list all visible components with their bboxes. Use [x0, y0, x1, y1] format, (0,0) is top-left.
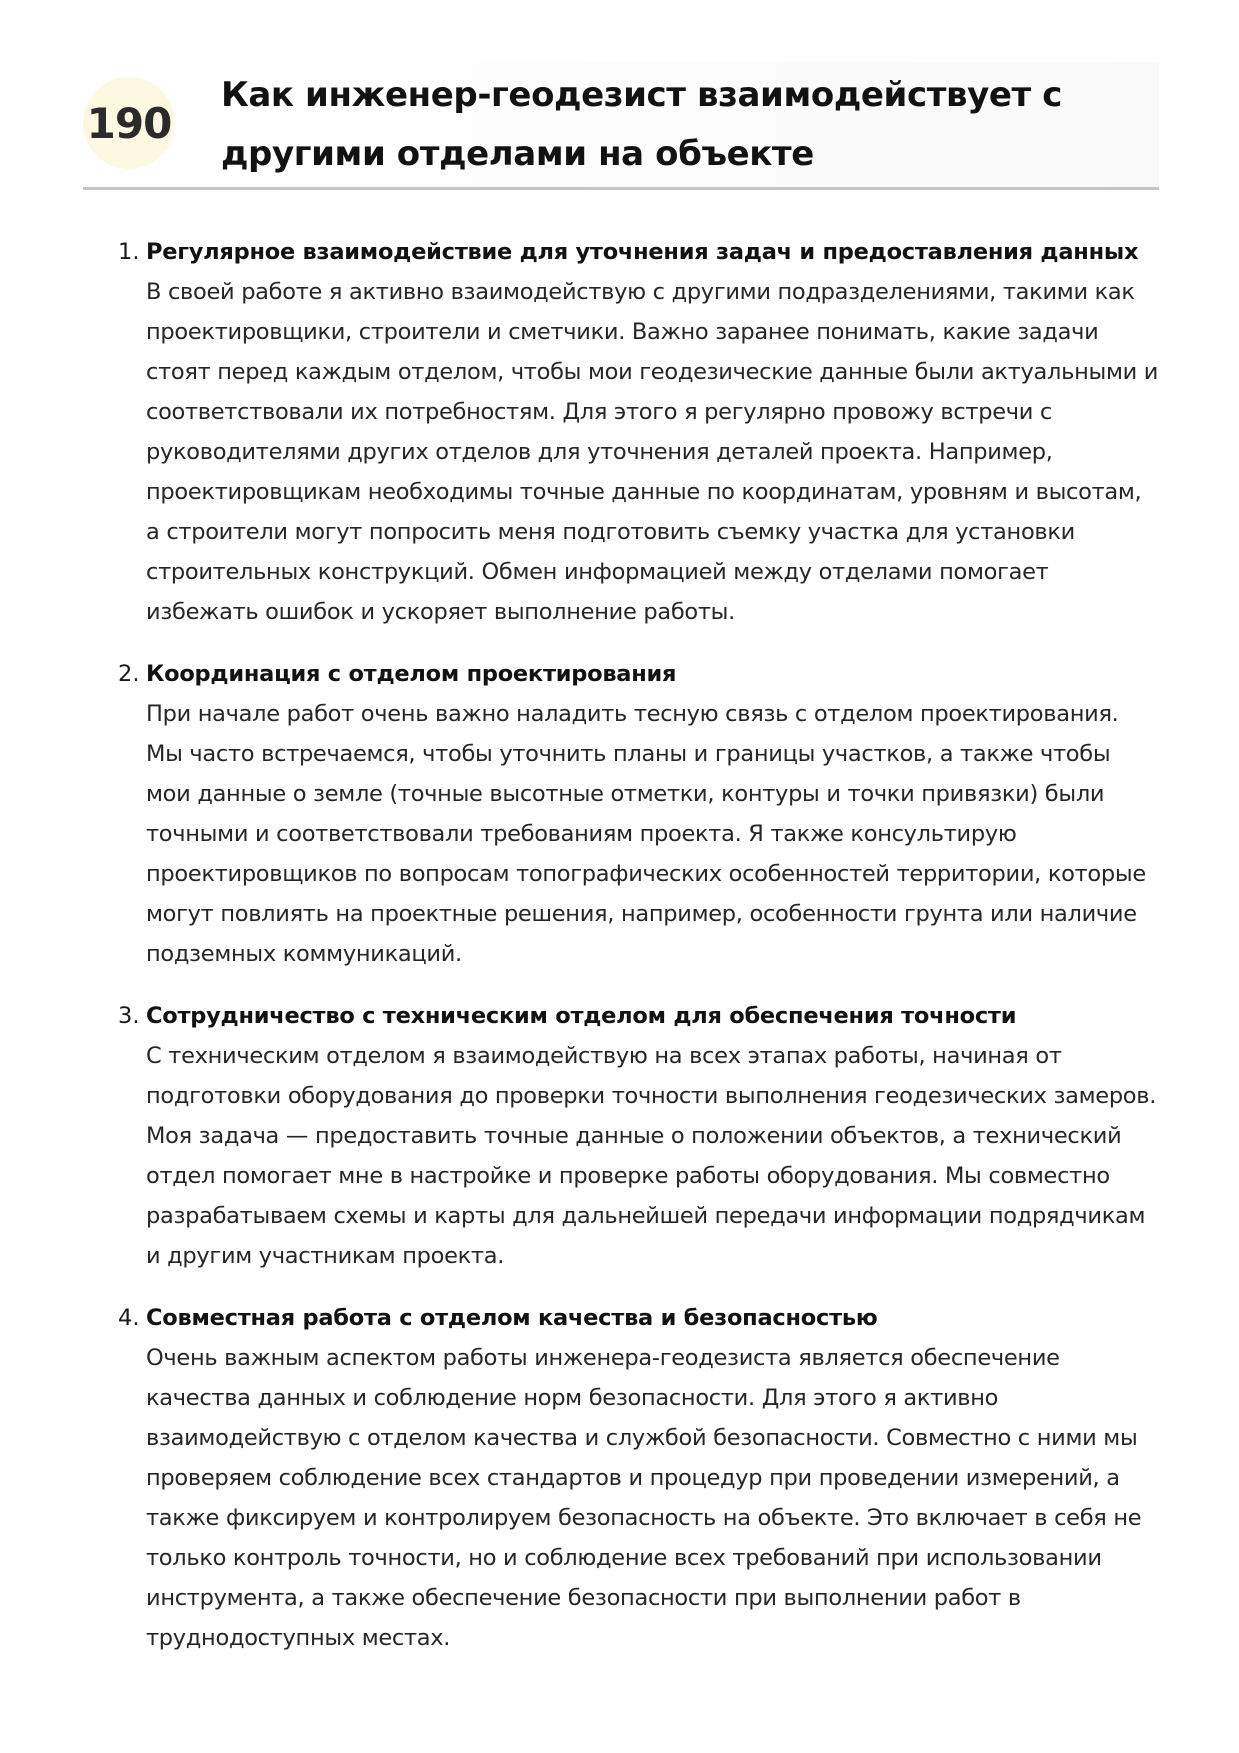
item-text: Очень важным аспектом работы инженера-геодезиста является обеспечение качества данных и соблюдение норм безопасности. Для этого я активно взаимодействую с отделом качества и службой безопасности. Совместно с ними мы проверяем соблюдение всех стандартов и процедур при проведении измерений, а также фиксируем и контролируем безопасность на объекте. Это включает в себя не только контроль точности, но и соблюдение всех требований при использовании инструмента, а также обеспечение безопасности при выполнении работ в труднодоступных местах.	[146, 1345, 1142, 1651]
page-number-badge: 190	[83, 77, 175, 169]
item-number: 2.	[118, 661, 140, 687]
numbered-list	[112, 232, 1162, 1680]
item-text: При начале работ очень важно наладить тесную связь с отделом проектирования. Мы часто встречаемся, чтобы уточнить планы и границы участков, а также чтобы мои данные о земле (точные высотные отметки, контуры и точки привязки) были точными и соответствовали требованиям проекта. Я также консультирую проектировщиков по вопросам топографических особенностей территории, которые могут повлиять на проектные решения, например, особенности грунта или наличие подземных коммуникаций.	[146, 701, 1146, 967]
list-item	[112, 232, 1162, 632]
item-text: С техническим отделом я взаимодействую на всех этапах работы, начиная от подготовки оборудования до проверки точности выполнения геодезических замеров. Моя задача — предоставить точные данные о положении объектов, а технический отдел помогает мне в настройке и проверке работы оборудования. Мы совместно разрабатываем схемы и карты для дальнейшей передачи информации подрядчикам и другим участникам проекта.	[146, 1043, 1157, 1269]
item-number: 4.	[118, 1305, 140, 1331]
list-item	[112, 1298, 1162, 1658]
item-number: 3.	[118, 1003, 140, 1029]
page-header	[83, 62, 1159, 190]
item-text: В своей работе я активно взаимодействую с другими подразделениями, такими как проектировщики, строители и сметчики. Важно заранее понимать, какие задачи стоят перед каждым отделом, чтобы мои геодезические данные были актуальными и соответствовали их потребностям. Для этого я регулярно провожу встречи с руководителями других отделов для уточнения деталей проекта. Например, проектировщикам необходимы точные данные по координатам, уровням и высотам, а строители могут попросить меня подготовить съемку участка для установки строительных конструкций. Обмен информацией между отделами помогает избежать ошибок и ускоряет выполнение работы.	[146, 279, 1159, 625]
item-heading: Сотрудничество с техническим отделом для обеспечения точности	[146, 1003, 1017, 1029]
item-heading: Регулярное взаимодействие для уточнения задач и предоставления данных	[146, 239, 1139, 265]
page-title: Как инженер-геодезист взаимодействует с другими отделами на объекте	[221, 75, 1063, 174]
list-item	[112, 996, 1162, 1276]
item-number: 1.	[118, 239, 140, 265]
item-heading: Координация с отделом проектирования	[146, 661, 677, 687]
list-item	[112, 654, 1162, 974]
item-heading: Совместная работа с отделом качества и безопасностью	[146, 1305, 878, 1331]
